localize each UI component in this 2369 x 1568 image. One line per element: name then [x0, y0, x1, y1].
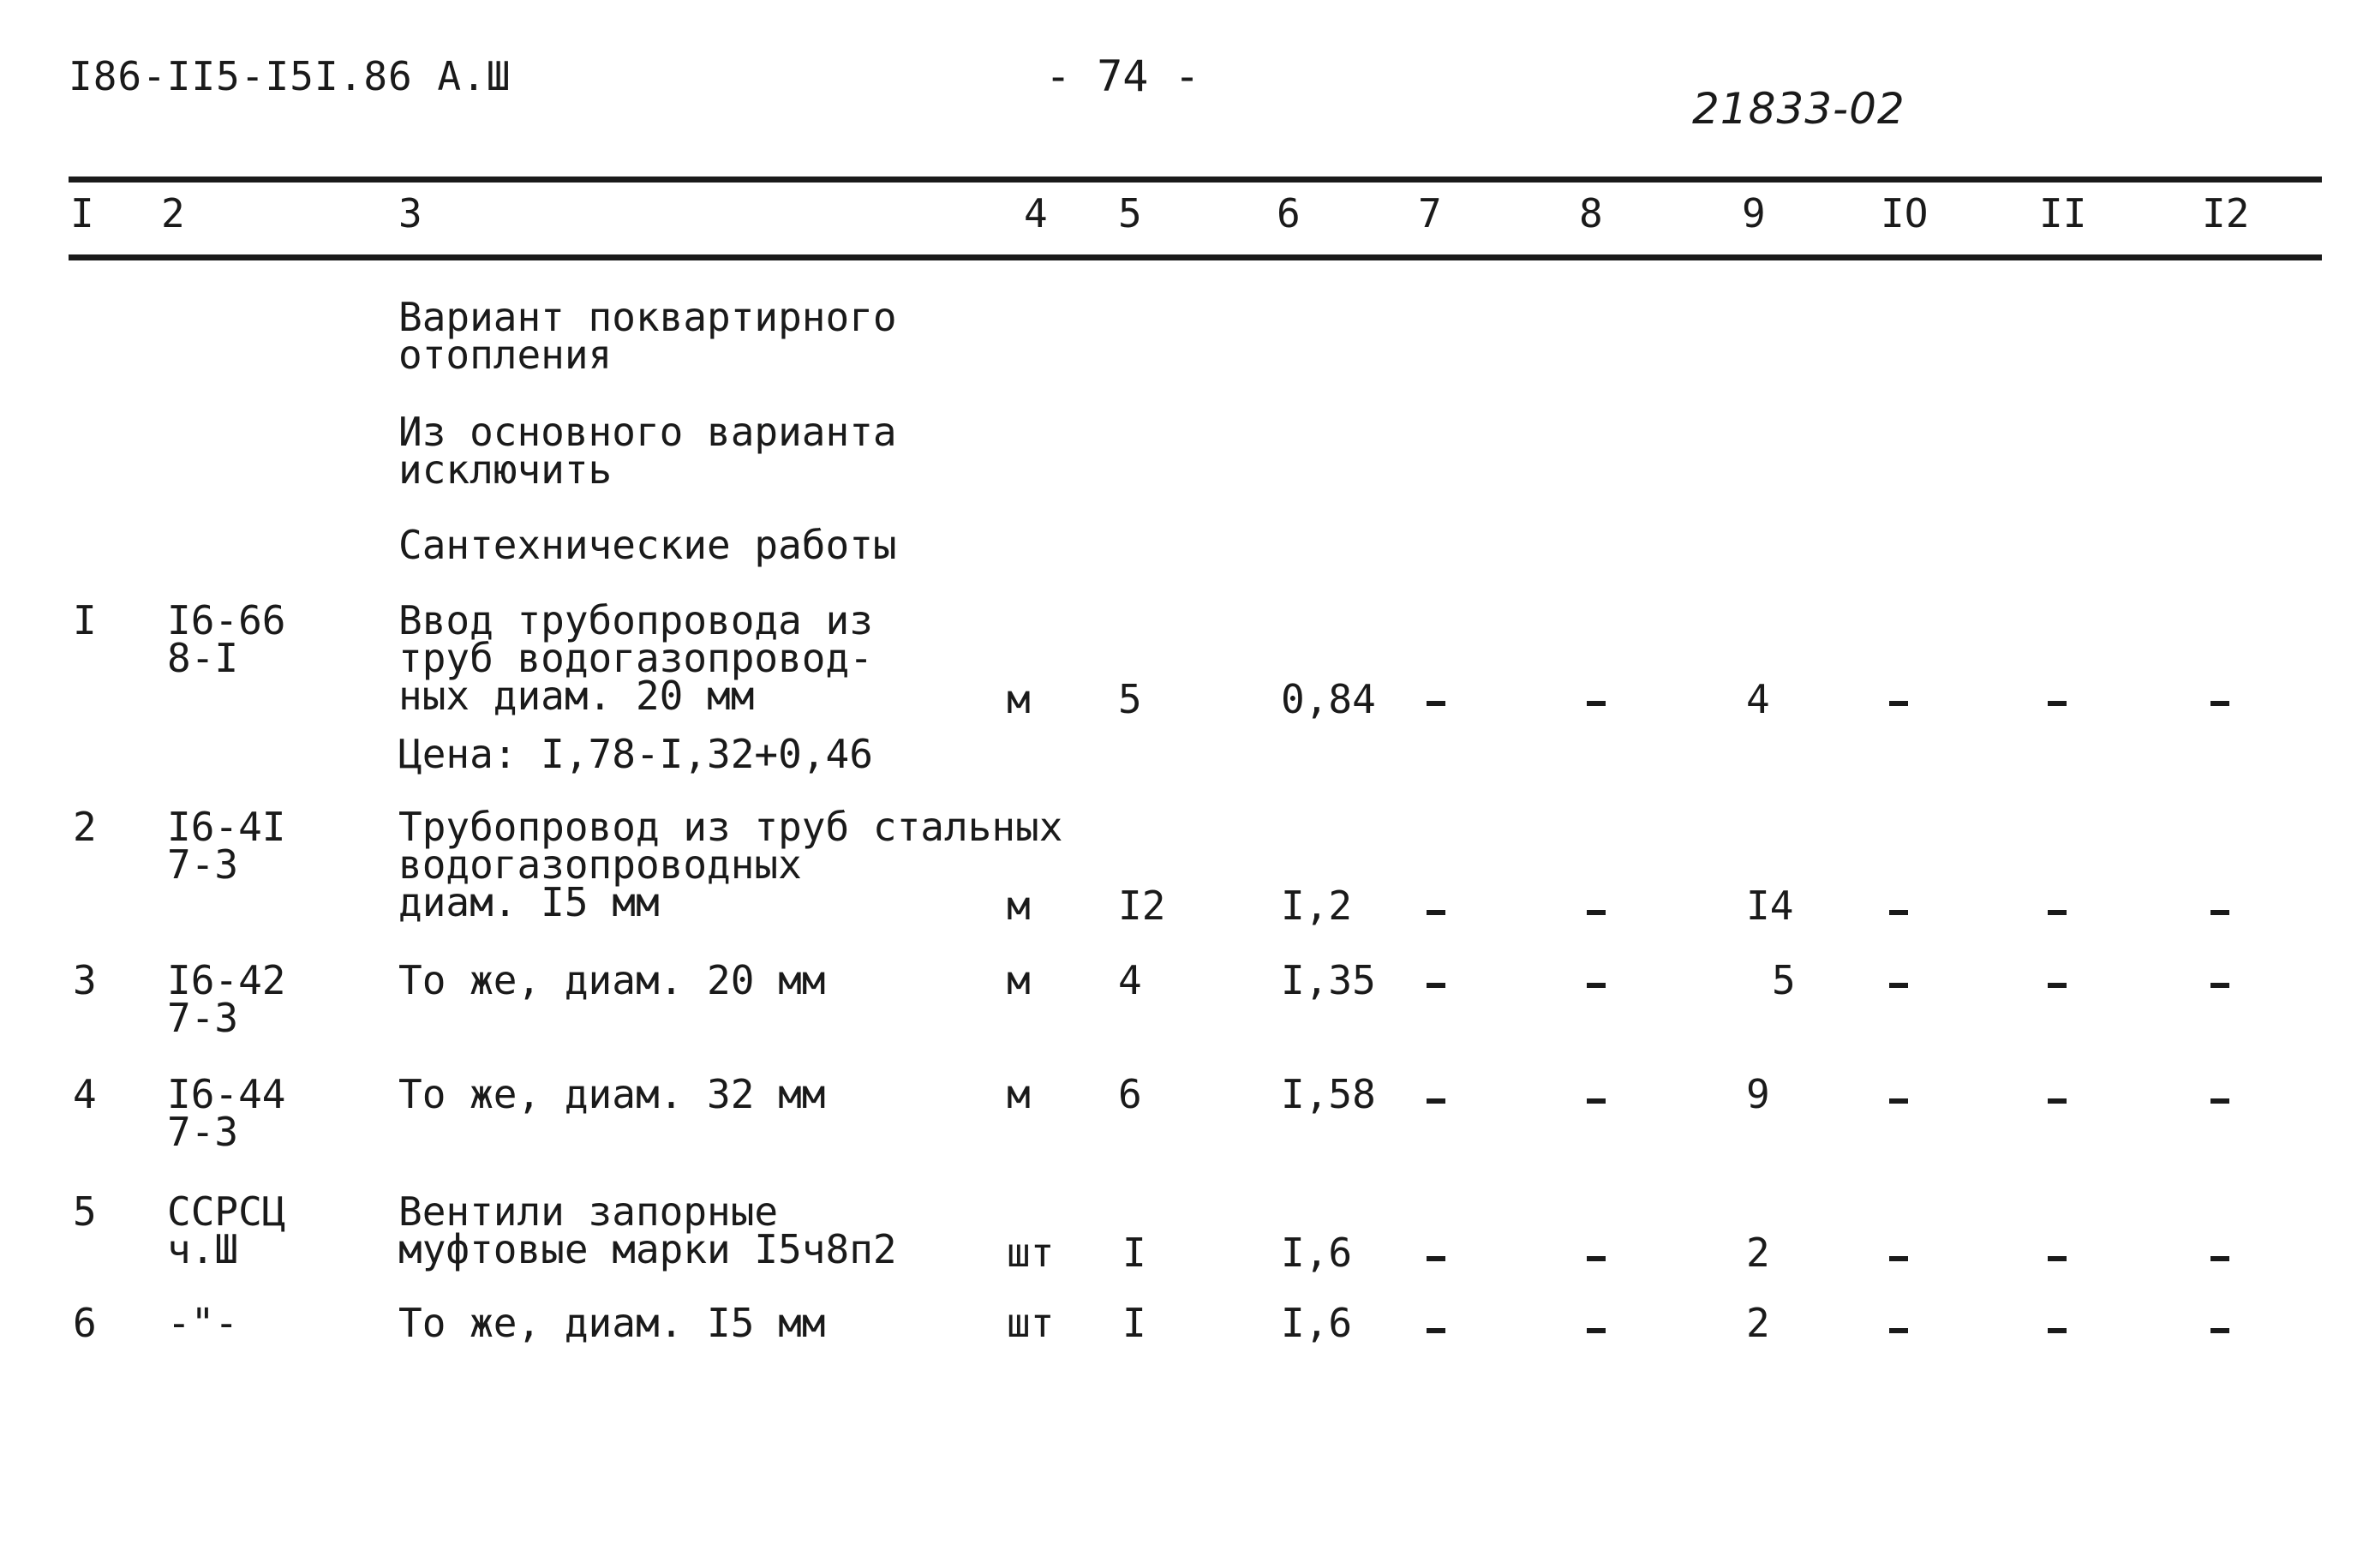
- row-code-line: 8-I: [167, 635, 239, 681]
- dash-cell: [1889, 1256, 1908, 1261]
- section-heading-line: Сантехнические работы: [398, 522, 897, 568]
- dash-cell: [1427, 1256, 1445, 1261]
- column-number-6: 6: [1277, 190, 1301, 236]
- dash-cell: [1427, 910, 1445, 915]
- dash-cell: [2210, 983, 2229, 988]
- row-value-6: I,6: [1281, 1300, 1353, 1346]
- column-number-1: I: [70, 190, 94, 236]
- row-number: 6: [73, 1300, 97, 1346]
- row-code-line: -"-: [167, 1300, 239, 1346]
- row-code-line: ч.Ш: [167, 1226, 239, 1272]
- section-heading-line: Из основного варианта: [398, 409, 897, 455]
- row-name: [398, 957, 826, 1003]
- section-heading-exclude: [398, 409, 897, 493]
- row-code-line: I6-44: [167, 1071, 286, 1117]
- dash-cell: [1889, 983, 1908, 988]
- row-name-line: ных диам. 20 мм: [398, 673, 755, 719]
- dash-cell: [2048, 1098, 2067, 1104]
- row-unit: шт: [1007, 1230, 1055, 1276]
- dash-cell: [1889, 910, 1908, 915]
- row-quantity: 5: [1118, 676, 1142, 722]
- row-name-line: диам. I5 мм: [398, 879, 660, 925]
- dash-cell: [1889, 1098, 1908, 1104]
- row-price-note: Цена: I,78-I,32+0,46: [398, 731, 873, 777]
- row-value-9: I4: [1746, 883, 1794, 929]
- row-name: [398, 1188, 897, 1272]
- row-name-line: То же, диам. I5 мм: [398, 1300, 826, 1346]
- row-unit: шт: [1007, 1300, 1055, 1346]
- row-quantity: I2: [1118, 883, 1166, 929]
- row-quantity: 4: [1118, 957, 1142, 1003]
- row-value-6: I,6: [1281, 1230, 1353, 1276]
- row-code-line: 7-3: [167, 1109, 239, 1155]
- dash-cell: [2210, 701, 2229, 706]
- row-name-line: Ввод трубопровода из: [398, 597, 873, 643]
- row-value-6: I,2: [1281, 883, 1353, 929]
- column-number-3: 3: [398, 190, 422, 236]
- sheet-number: 21833-02: [1692, 84, 1905, 134]
- row-quantity: I: [1122, 1300, 1146, 1346]
- row-name-line: труб водогазопровод-: [398, 635, 873, 681]
- row-unit: м: [1007, 1071, 1031, 1117]
- row-name-line: То же, диам. 32 мм: [398, 1071, 826, 1117]
- column-number-8: 8: [1579, 190, 1603, 236]
- document-code: I86-II5-I5I.86 А.Ш: [69, 53, 511, 99]
- dash-cell: [1587, 1256, 1606, 1261]
- dash-cell: [1587, 983, 1606, 988]
- row-value-9: 5: [1772, 957, 1796, 1003]
- dash-cell: [1587, 910, 1606, 915]
- dash-cell: [1587, 1328, 1606, 1333]
- section-heading-line: исключить: [398, 446, 613, 493]
- row-code-line: I6-66: [167, 597, 286, 643]
- dash-cell: [2048, 910, 2067, 915]
- section-heading-line: отопления: [398, 332, 613, 378]
- dash-cell: [1427, 983, 1445, 988]
- row-number: I: [73, 597, 97, 643]
- dash-cell: [2210, 1328, 2229, 1333]
- row-code: [167, 1188, 286, 1272]
- dash-cell: [1427, 1098, 1445, 1104]
- row-value-6: 0,84: [1281, 676, 1376, 722]
- row-name: [398, 804, 1063, 925]
- row-number: 4: [73, 1071, 97, 1117]
- row-number: 5: [73, 1188, 97, 1235]
- row-name: [398, 1071, 826, 1117]
- dash-cell: [1587, 701, 1606, 706]
- dash-cell: [2210, 1256, 2229, 1261]
- column-number-2: 2: [161, 190, 185, 236]
- dash-cell: [2048, 701, 2067, 706]
- table-top-rule: [69, 177, 2322, 183]
- column-number-4: 4: [1024, 190, 1048, 236]
- row-value-9: 2: [1746, 1230, 1770, 1276]
- row-name-line: водогазопроводных: [398, 841, 802, 888]
- row-code-line: I6-42: [167, 957, 286, 1003]
- column-number-10: IO: [1881, 190, 1929, 236]
- dash-cell: [1587, 1098, 1606, 1104]
- dash-cell: [2048, 983, 2067, 988]
- dash-cell: [1427, 701, 1445, 706]
- dash-cell: [1889, 1328, 1908, 1333]
- row-value-9: 4: [1746, 676, 1770, 722]
- row-number: 2: [73, 804, 97, 850]
- dash-cell: [2048, 1328, 2067, 1333]
- column-number-9: 9: [1742, 190, 1766, 236]
- dash-cell: [2210, 1098, 2229, 1104]
- row-name: [398, 1300, 826, 1346]
- row-code: [167, 597, 286, 681]
- row-code-line: ССРСЦ: [167, 1188, 286, 1235]
- page-number: - 74 -: [1045, 51, 1200, 101]
- row-quantity: I: [1122, 1230, 1146, 1276]
- row-code: [167, 957, 286, 1041]
- row-unit: м: [1007, 883, 1031, 929]
- row-code-line: 7-3: [167, 995, 239, 1041]
- section-heading-plumbing: [398, 522, 897, 568]
- row-code-line: 7-3: [167, 841, 239, 888]
- column-number-12: I2: [2202, 190, 2250, 236]
- row-quantity: 6: [1118, 1071, 1142, 1117]
- section-heading-line: Вариант поквартирного: [398, 294, 897, 340]
- table-header-rule: [69, 254, 2322, 260]
- row-unit: м: [1007, 957, 1031, 1003]
- column-number-5: 5: [1118, 190, 1142, 236]
- dash-cell: [1889, 701, 1908, 706]
- row-value-6: I,58: [1281, 1071, 1376, 1117]
- row-value-9: 2: [1746, 1300, 1770, 1346]
- row-name-line: Трубопровод из труб стальных: [398, 804, 1063, 850]
- row-code: [167, 804, 286, 888]
- row-name-line: муфтовые марки I5ч8п2: [398, 1226, 897, 1272]
- section-heading-variant: [398, 294, 897, 378]
- row-code: [167, 1300, 239, 1346]
- row-value-9: 9: [1746, 1071, 1770, 1117]
- dash-cell: [1427, 1328, 1445, 1333]
- column-number-7: 7: [1418, 190, 1442, 236]
- row-number: 3: [73, 957, 97, 1003]
- row-code-line: I6-4I: [167, 804, 286, 850]
- dash-cell: [2210, 910, 2229, 915]
- row-value-6: I,35: [1281, 957, 1376, 1003]
- row-name: [398, 597, 873, 719]
- dash-cell: [2048, 1256, 2067, 1261]
- row-unit: м: [1007, 676, 1031, 722]
- row-code: [167, 1071, 286, 1155]
- row-name-line: То же, диам. 20 мм: [398, 957, 826, 1003]
- row-name-line: Вентили запорные: [398, 1188, 779, 1235]
- column-number-11: II: [2039, 190, 2087, 236]
